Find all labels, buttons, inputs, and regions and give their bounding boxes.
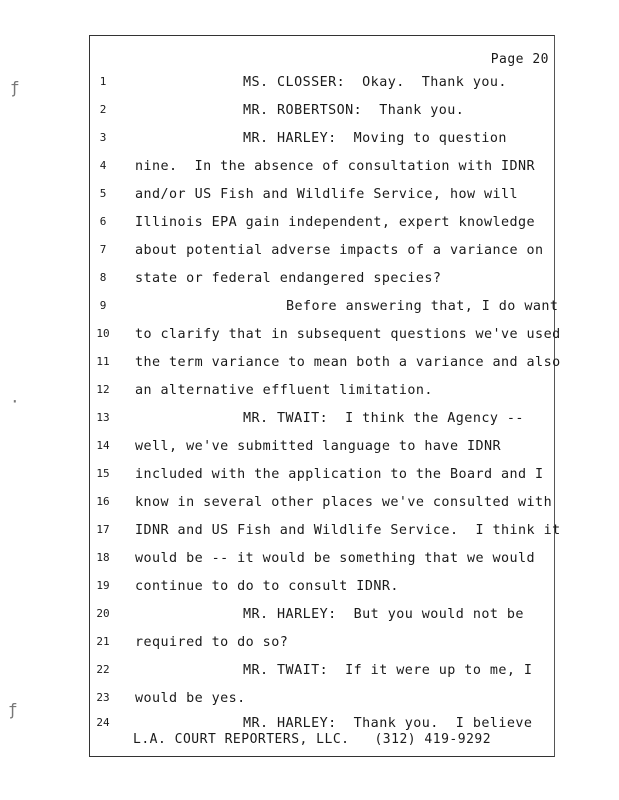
- line-text: MR. HARLEY: But you would not be: [243, 607, 524, 622]
- line-number: 20: [96, 607, 110, 620]
- transcript-line: [0, 663, 619, 683]
- line-text: the term variance to mean both a variance and also: [135, 355, 561, 370]
- court-reporter-footer: L.A. COURT REPORTERS, LLC. (312) 419-9292: [133, 732, 492, 747]
- line-text: an alternative effluent limitation.: [135, 383, 433, 398]
- line-number: 3: [99, 131, 107, 144]
- page-number: Page 20: [490, 52, 549, 67]
- line-number: 22: [96, 663, 110, 676]
- line-number: 2: [99, 103, 107, 116]
- line-number: 19: [96, 579, 110, 592]
- line-number: 18: [96, 551, 110, 564]
- line-text: MR. ROBERTSON: Thank you.: [243, 103, 465, 118]
- line-number: 8: [99, 271, 107, 284]
- line-text: continue to do to consult IDNR.: [135, 579, 399, 594]
- margin-mark: ·: [10, 392, 20, 411]
- line-number: 23: [96, 691, 110, 704]
- line-number: 11: [96, 355, 110, 368]
- line-text: Illinois EPA gain independent, expert knowledge: [135, 215, 536, 230]
- transcript-line: [0, 523, 619, 543]
- line-text: MR. HARLEY: Moving to question: [243, 131, 507, 146]
- transcript-line: [0, 75, 619, 95]
- transcript-line: [0, 215, 619, 235]
- line-text: MR. TWAIT: I think the Agency --: [243, 411, 524, 426]
- line-text: to clarify that in subsequent questions we've used: [135, 327, 561, 342]
- transcript-line: [0, 103, 619, 123]
- line-number: 15: [96, 467, 110, 480]
- line-text: nine. In the absence of consultation with IDNR: [135, 159, 536, 174]
- line-text: IDNR and US Fish and Wildlife Service. I think it: [135, 523, 561, 538]
- line-text: about potential adverse impacts of a variance on: [135, 243, 544, 258]
- transcript-line: [0, 411, 619, 431]
- line-text: MR. HARLEY: Thank you. I believe: [243, 716, 533, 731]
- line-text: well, we've submitted language to have IDNR: [135, 439, 502, 454]
- line-text: know in several other places we've consulted with: [135, 495, 553, 510]
- transcript-line: [0, 551, 619, 571]
- line-number: 4: [99, 159, 107, 172]
- line-number: 1: [99, 75, 107, 88]
- line-text: required to do so?: [135, 635, 289, 650]
- transcript-line: [0, 243, 619, 263]
- transcript-line: [0, 355, 619, 375]
- transcript-line: [0, 131, 619, 151]
- transcript-line: [0, 383, 619, 403]
- transcript-line: [0, 271, 619, 291]
- transcript-line: [0, 635, 619, 655]
- transcript-line: [0, 187, 619, 207]
- transcript-line: [0, 467, 619, 487]
- line-text: MR. TWAIT: If it were up to me, I: [243, 663, 533, 678]
- line-number: 21: [96, 635, 110, 648]
- margin-mark: ƒ: [8, 700, 18, 719]
- line-number: 6: [99, 215, 107, 228]
- line-number: 7: [99, 243, 107, 256]
- line-number: 14: [96, 439, 110, 452]
- line-number: 24: [96, 716, 110, 729]
- transcript-line: [0, 691, 619, 711]
- transcript-line: [0, 159, 619, 179]
- line-number: 12: [96, 383, 110, 396]
- transcript-line: [0, 439, 619, 459]
- line-number: 5: [99, 187, 107, 200]
- line-number: 17: [96, 523, 110, 536]
- line-text: and/or US Fish and Wildlife Service, how will: [135, 187, 519, 202]
- line-text: would be -- it would be something that we would: [135, 551, 536, 566]
- line-text: MS. CLOSSER: Okay. Thank you.: [243, 75, 507, 90]
- margin-mark: ƒ: [10, 78, 20, 97]
- line-text: state or federal endangered species?: [135, 271, 442, 286]
- line-number: 16: [96, 495, 110, 508]
- line-number: 10: [96, 327, 110, 340]
- transcript-line: [0, 579, 619, 599]
- line-text: would be yes.: [135, 691, 246, 706]
- transcript-line: [0, 327, 619, 347]
- line-text: included with the application to the Board and I: [135, 467, 544, 482]
- transcript-line: [0, 607, 619, 627]
- line-number: 13: [96, 411, 110, 424]
- transcript-line: [0, 299, 619, 319]
- line-text: Before answering that, I do want: [286, 299, 559, 314]
- line-number: 9: [99, 299, 107, 312]
- transcript-line: [0, 495, 619, 515]
